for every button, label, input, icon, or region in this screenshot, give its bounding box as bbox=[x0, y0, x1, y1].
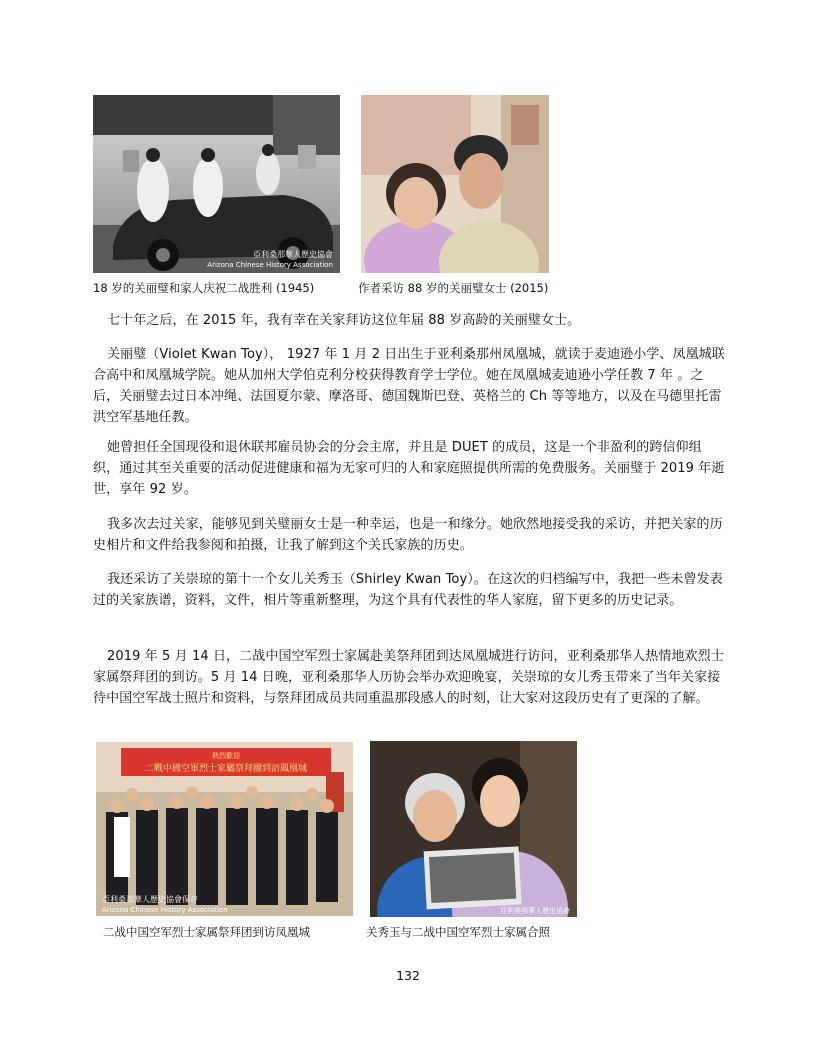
watermark-cn: 亞利桑那華人歷史協會 bbox=[253, 250, 333, 259]
paragraph-6: 2019 年 5 月 14 日，二战中国空军烈士家属赴美祭拜团到达凤凰城进行访问，亚利桑那华人热情地欢烈士家属祭拜团的到访。5 月 14 日晚，亚利桑那华人历协会举办欢迎晚宴，关崇琼的女儿秀玉带来了当年关家接待中国空军战士照片和资料，与祭拜团成员共同重温那段感人的时刻，让大家对这段历史有了更深的了解。 bbox=[93, 649, 724, 706]
paragraph-5: 我还采访了关崇琼的第十一个女儿关秀玉（Shirley Kwan Toy）。在这次的归档编写中，我把一些未曾发表过的关家族谱，资料，文件，相片等重新整理，为这个具有代表性的华人家庭，留下更多的历史记录。 bbox=[93, 572, 723, 608]
paragraph-2: 关丽璧（Violet Kwan Toy）， 1927 年 1 月 2 日出生于亚利桑那州凤凰城，就读于麦迪逊小学、凤凰城联合高中和凤凰城学院。她从加州大学伯克利分校获得教育学士学位。她在凤凰城麦迪逊小学任教 7 年 。之后，关丽璧去过日本冲绳、法国夏尔蒙、摩洛哥、德国魏斯巴登、英格兰的 Ch 等等地方，以及在马德里托雷洪空军基地任教。 bbox=[93, 347, 725, 425]
caption-photo-1945: 18 岁的关丽璧和家人庆祝二战胜利 (1945) bbox=[93, 281, 315, 295]
paragraph-3: 她曾担任全国现役和退休联邦雇员协会的分会主席，并且是 DUET 的成员，这是一个非盈利的跨信仰组织，通过其至关重要的活动促进健康和福为无家可归的人和家庭照提供所需的免费服务。关丽璧于 2019 年逝世，享年 92 岁。 bbox=[93, 440, 725, 497]
paragraph-1: 七十年之后，在 2015 年，我有幸在关家拜访这位年届 88 岁高龄的关丽璧女士。 bbox=[107, 313, 581, 328]
watermark-en: Arizona Chinese History Association bbox=[102, 906, 228, 914]
caption-delegation: 二战中国空军烈士家属祭拜团到访凤凰城 bbox=[103, 925, 310, 939]
watermark-en: Arizona Chinese History Association bbox=[207, 261, 333, 269]
photo-shirley-kwan-toy bbox=[370, 741, 577, 917]
caption-shirley-kwan-toy: 关秀玉与二战中国空军烈士家属合照 bbox=[366, 925, 550, 939]
banner-text: 二戰中國空軍烈士家屬祭拜團到訪鳳凰城 bbox=[144, 764, 308, 774]
photo-2015-interview bbox=[361, 95, 549, 273]
caption-photo-2015: 作者采访 88 岁的关丽璧女士 (2015) bbox=[358, 281, 549, 295]
page-number: 132 bbox=[396, 968, 420, 983]
photo-1945-victory-parade bbox=[93, 95, 340, 273]
watermark-cn: 亞利桑那華人歷史協會 bbox=[500, 907, 570, 915]
paragraph-4: 我多次去过关家，能够见到关璧丽女士是一种幸运，也是一和缘分。她欣然地接受我的采访，并把关家的历史相片和文件给我参阅和拍摄，让我了解到这个关氏家族的历史。 bbox=[93, 517, 723, 553]
photo-delegation-group bbox=[96, 742, 353, 916]
watermark-cn: 亞利桑那華人歷史協會保存 bbox=[102, 895, 198, 904]
banner-top-text: 熱烈歡迎 bbox=[212, 752, 240, 760]
